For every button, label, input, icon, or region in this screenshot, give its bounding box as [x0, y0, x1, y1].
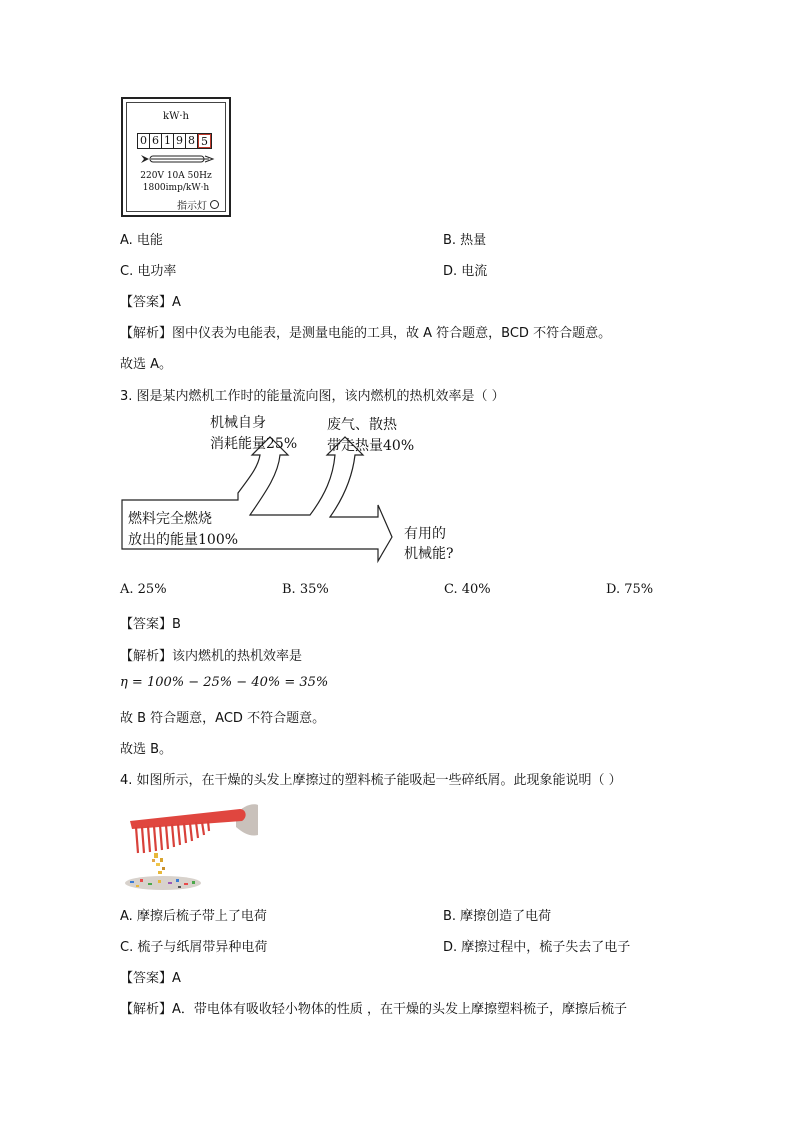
meter-unit: kW·h — [163, 111, 189, 122]
q4-question: 4. 如图所示，在干燥的头发上摩擦过的塑料梳子能吸起一些碎纸屑。此现象能说明（ ） — [120, 773, 622, 788]
meter-digits — [137, 133, 212, 149]
q4-analysis: 【解析】A．带电体有吸收轻小物体的性质 ，在干燥的头发上摩擦塑料梳子，摩擦后梳子 — [120, 1002, 628, 1017]
meter-digit: 8 — [186, 134, 198, 148]
q4-option-c: C. 梳子与纸屑带异种电荷 — [120, 940, 268, 955]
meter-digit: 9 — [174, 134, 186, 148]
meter-digit: 6 — [150, 134, 162, 148]
meter-indicator — [177, 197, 219, 212]
diagram-output-line2: 机械能? — [404, 546, 454, 562]
meter-inner-frame — [126, 102, 226, 212]
q4-answer: 【答案】A — [120, 971, 181, 986]
q2-option-c: C. 电功率 — [120, 264, 177, 279]
q3-conclusion: 故选 B。 — [120, 742, 173, 757]
q2-option-d: D. 电流 — [443, 264, 488, 279]
q4-option-b: B. 摩擦创造了电荷 — [443, 909, 552, 924]
q3-option-c: C. 40% — [444, 582, 491, 597]
meter-disc-arrow-icon — [139, 153, 217, 165]
q3-option-a: A. 25% — [120, 582, 167, 597]
q3-answer: 【答案】B — [120, 617, 181, 632]
meter-spec-2: 1800imp/kW·h — [142, 183, 210, 193]
diagram-loss1-line1: 机械自身 — [210, 415, 266, 431]
q2-option-a: A. 电能 — [120, 233, 163, 248]
diagram-output-line1: 有用的 — [404, 526, 446, 542]
q3-formula: η = 100% − 25% − 40% = 35% — [120, 675, 329, 690]
q3-question: 3. 图是某内燃机工作时的能量流向图，该内燃机的热机效率是（ ） — [120, 389, 505, 404]
meter-digit: 0 — [138, 134, 150, 148]
meter-spec-1: 220V 10A 50Hz — [140, 171, 212, 181]
comb-paper-photo — [118, 795, 258, 893]
diagram-loss1-line2: 消耗能量25% — [210, 436, 298, 452]
electric-meter-figure — [121, 97, 231, 217]
q2-option-b: B. 热量 — [443, 233, 487, 248]
diagram-loss2-line2: 带走热量40% — [327, 438, 415, 454]
meter-digit-decimal: 5 — [198, 134, 211, 148]
q2-analysis: 【解析】图中仪表为电能表，是测量电能的工具，故 A 符合题意，BCD 不符合题意。 — [120, 326, 612, 341]
q2-conclusion: 故选 A。 — [120, 357, 173, 372]
diagram-loss2-line1: 废气、散热 — [327, 417, 397, 433]
diagram-input-line1: 燃料完全燃烧 — [128, 511, 212, 527]
indicator-light-icon — [210, 200, 219, 209]
q3-option-b: B. 35% — [282, 582, 329, 597]
meter-indicator-label: 指示灯 — [177, 201, 207, 212]
q4-option-a: A. 摩擦后梳子带上了电荷 — [120, 909, 267, 924]
q3-analysis: 【解析】该内燃机的热机效率是 — [120, 649, 303, 664]
diagram-input-line2: 放出的能量100% — [128, 532, 239, 548]
q3-note: 故 B 符合题意，ACD 不符合题意。 — [120, 711, 326, 726]
q4-option-d: D. 摩擦过程中，梳子失去了电子 — [443, 940, 631, 955]
q3-option-d: D. 75% — [606, 582, 654, 597]
q2-answer: 【答案】A — [120, 295, 181, 310]
meter-digit: 1 — [162, 134, 174, 148]
